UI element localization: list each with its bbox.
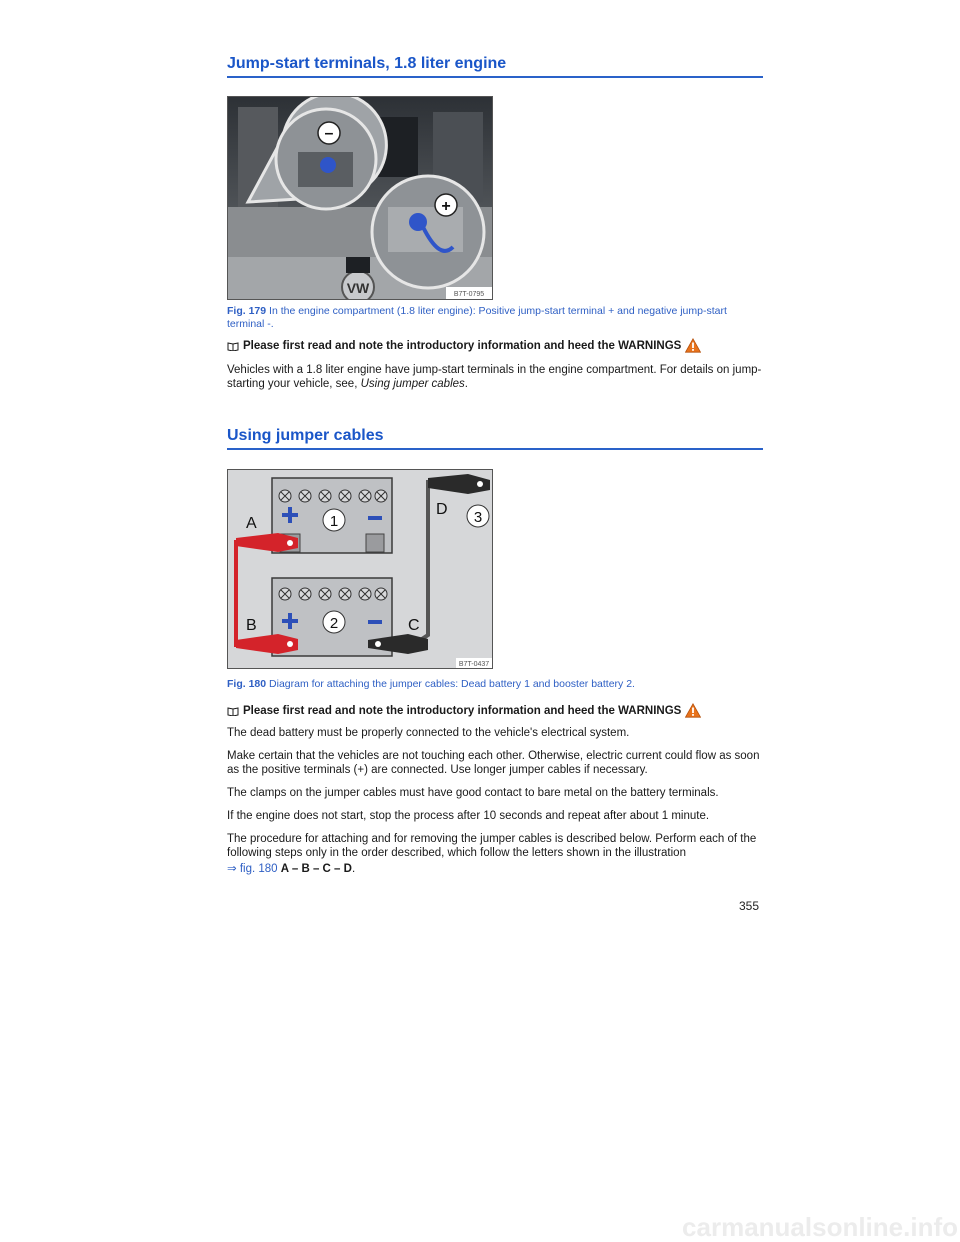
jump-start-terminals-paragraph: Vehicles with a 1.8 liter engine have jump-start terminals in the engine compartment. For details on jump-starting your vehicle, see, Using jumper cables.	[227, 364, 762, 390]
svg-text:VW: VW	[346, 280, 370, 296]
label-d: D	[436, 501, 448, 518]
section-title-using-jumper-cables: Using jumper cables	[227, 426, 763, 450]
paragraph-vehicles-not-touching: Make certain that the vehicles are not touching each other. Otherwise, electric current could flow as soon as the positive terminals (+) are connected. Use longer jumper cables if necessary.	[227, 750, 760, 776]
warnings-note-1	[227, 338, 763, 353]
page-number: 355	[739, 899, 760, 913]
figure-180-caption-text: Diagram for attaching the jumper cables: Dead battery 1 and booster battery 2.	[266, 678, 635, 690]
figure-179-caption-text: In the engine compartment (1.8 liter engine): Positive jump-start terminal + and negative jump-start terminal -.	[227, 305, 727, 330]
battery-2-number: 2	[329, 615, 339, 632]
engine-compartment-illustration	[228, 97, 493, 300]
figure-179-number: Fig. 179	[227, 305, 267, 317]
step-sequence: A – B – C – D	[280, 863, 352, 875]
paragraph-procedure: The procedure for attaching and for removing the jumper cables is described below. Perform each of the following steps only in the order described, which follow the letters shown in the illustration	[227, 833, 757, 859]
figure-engine-compartment	[227, 96, 493, 300]
jumper-cables-diagram	[228, 470, 493, 669]
paragraph-engine-not-start: If the engine does not start, stop the process after 10 seconds and repeat after about 1 minute.	[227, 810, 710, 822]
using-jumper-cables-link[interactable]: Using jumper cables	[360, 378, 465, 390]
warnings-note-text: Please first read and note the introductory information and heed the WARNINGS	[243, 339, 682, 352]
figure-180-caption	[227, 678, 763, 691]
figure-reference-line: ⇒ fig. 180 A – B – C – D.	[227, 863, 356, 875]
figure-179-caption	[227, 305, 763, 331]
label-c: C	[408, 617, 420, 634]
section-title-jump-start-terminals: Jump-start terminals, 1.8 liter engine	[227, 54, 763, 78]
warning-triangle-icon	[685, 338, 701, 353]
warning-triangle-icon	[685, 703, 701, 718]
minus-terminal-label: –	[324, 125, 334, 142]
watermark	[0, 1212, 960, 1242]
svg-text:carmanualsonline.info: carmanualsonline.info	[682, 1212, 958, 1242]
book-icon	[227, 341, 239, 351]
label-b: B	[246, 617, 257, 634]
book-icon	[227, 706, 239, 716]
warnings-note-text-2: Please first read and note the introductory information and heed the WARNINGS	[243, 704, 682, 717]
vehicle-3-number: 3	[473, 509, 483, 526]
paragraph-clamps-contact: The clamps on the jumper cables must have good contact to bare metal on the battery terminals.	[227, 787, 719, 799]
label-a: A	[246, 515, 257, 532]
warnings-note-2	[227, 703, 763, 718]
plus-terminal-label: +	[441, 198, 451, 215]
paragraph-dead-battery: The dead battery must be properly connected to the vehicle's electrical system.	[227, 727, 630, 739]
figure-code-label: B7T-0795	[453, 291, 485, 298]
figure-jumper-cables-diagram	[227, 469, 493, 669]
figure-180-number: Fig. 180	[227, 678, 267, 690]
fig-180-link[interactable]: fig. 180	[239, 863, 278, 875]
battery-1-number: 1	[329, 513, 339, 530]
figure-code-label-2: B7T-0437	[458, 661, 490, 668]
